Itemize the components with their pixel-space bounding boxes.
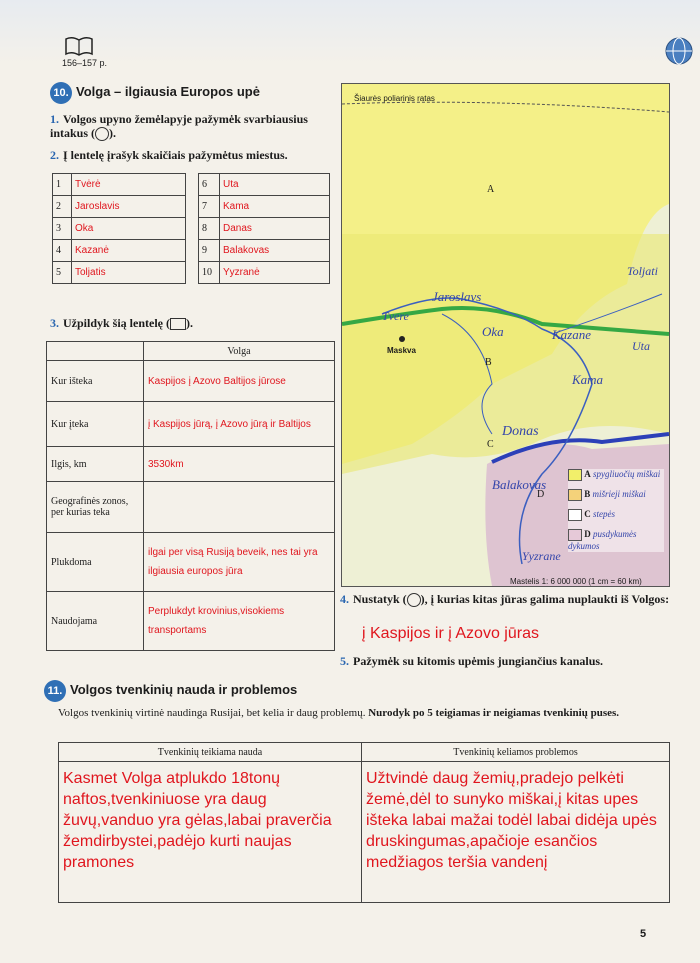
table-row — [199, 196, 330, 218]
map-scale: Mastelis 1: 6 000 000 (1 cm = 60 km) — [510, 577, 642, 586]
city-answer: Jaroslavis — [72, 196, 186, 218]
row-label: Ilgis, km — [47, 447, 144, 482]
section-11-heading — [44, 680, 297, 702]
table-header-row — [59, 743, 670, 762]
table-row — [199, 262, 330, 284]
row-answer: 3530km — [144, 447, 335, 482]
table-row — [47, 361, 335, 402]
table-row — [53, 262, 186, 284]
city-answer: Balakovas — [220, 240, 330, 262]
legend-swatch — [568, 529, 582, 541]
table-row — [47, 482, 335, 533]
task-3-text: Užpildyk šią lentelę ( — [63, 316, 170, 330]
task-4-number: 4. — [340, 592, 349, 606]
city-answer: Kazanė — [72, 240, 186, 262]
column-header: Tvenkinių teikiama nauda — [59, 743, 362, 762]
legend-text: pusdykumės dykumos — [568, 529, 637, 551]
page-number: 5 — [640, 928, 647, 940]
task-5-text: Pažymėk su kitomis upėmis jungiančius kanalus. — [353, 654, 604, 668]
table-row — [199, 174, 330, 196]
task-1-text-end: ). — [109, 126, 117, 140]
legend-item — [568, 489, 664, 501]
row-number: 2 — [53, 196, 72, 218]
legend-key: C — [584, 509, 591, 520]
benefits-answer: Kasmet Volga atplukdo 18tonų naftos,tvenkiniuose yra daug žuvų,vanduo yra gėlas,labai praverčia žemdirbystei,padėjo kurti naujas pramones — [59, 762, 362, 903]
table-row — [199, 218, 330, 240]
task-1-number: 1. — [50, 112, 59, 126]
legend-swatch — [568, 509, 582, 521]
legend-item — [568, 529, 664, 552]
globe-icon — [664, 36, 694, 71]
row-number: 4 — [53, 240, 72, 262]
task-1 — [50, 112, 335, 141]
legend-swatch — [568, 489, 582, 501]
city-answer: Oka — [72, 218, 186, 240]
polar-circle-label: Šiaurės poliarinis ratas — [354, 94, 435, 103]
section-11-title: Volgos tvenkinių nauda ir problemos — [70, 682, 298, 697]
map-handwritten-label: Toljati — [627, 264, 658, 278]
volga-table — [46, 341, 335, 651]
column-header: Tvenkinių keliamos problemos — [362, 743, 670, 762]
task-2-text: Į lentelę įrašyk skaičiais pažymėtus miestus. — [63, 148, 288, 162]
row-label: Kur išteka — [47, 361, 144, 402]
row-answer: ilgai per visą Rusiją beveik, nes tai yra ilgiausia europos jūra — [144, 533, 335, 592]
city-answer: Toljatis — [72, 262, 186, 284]
map-handwritten-label: Donas — [502, 424, 539, 439]
map-handwritten-label: Yyzrane — [522, 549, 561, 563]
table-row — [59, 762, 670, 903]
page-ref: 156–157 p. — [62, 58, 108, 68]
section-10-title: Volga – ilgiausia Europos upė — [76, 84, 260, 99]
legend-item — [568, 509, 664, 521]
task-2 — [50, 148, 288, 163]
row-answer — [144, 482, 335, 533]
task-1-text: Volgos upyno žemėlapyje pažymėk svarbiausius intakus ( — [50, 112, 308, 140]
task-4 — [340, 592, 670, 607]
legend-text: spygliuočių miškai — [593, 469, 661, 480]
table-header-row — [47, 342, 335, 361]
globe-small-icon — [407, 593, 421, 607]
task-4-text-mid: ), į kurias kitas jūras galima nuplaukti iš Volgos: — [420, 592, 670, 606]
city-answer: Tvėrė — [72, 174, 186, 196]
row-number: 1 — [53, 174, 72, 196]
row-number: 6 — [199, 174, 220, 196]
row-number: 7 — [199, 196, 220, 218]
cities-table-left — [52, 173, 186, 284]
task-3 — [50, 316, 193, 331]
legend-key: A — [584, 469, 591, 480]
zone-label: D — [537, 489, 545, 500]
row-answer: Kaspijos į Azovo Baltijos jūrose — [144, 361, 335, 402]
section-11-intro — [58, 706, 628, 720]
city-answer: Kama — [220, 196, 330, 218]
row-label: Plukdoma — [47, 533, 144, 592]
legend-key: B — [584, 489, 591, 500]
section-10-heading — [50, 82, 260, 104]
page-top-band — [0, 0, 700, 64]
problems-answer: Užtvindė daug žemių,pradejo pelkėti žemė,dėl to sunyko miškai,į kitas upes išteka labai mažai todėl labai didėja upės druskingumas,apačioje esančios medžiagos teršia vandenį — [362, 762, 670, 903]
row-number: 8 — [199, 218, 220, 240]
row-label: Geografinės zonos, per kurias teka — [47, 482, 144, 533]
row-number: 3 — [53, 218, 72, 240]
book-small-icon — [170, 318, 186, 330]
row-label: Naudojama — [47, 592, 144, 651]
table-row — [47, 592, 335, 651]
section-11-number: 11. — [44, 680, 66, 702]
city-answer: Danas — [220, 218, 330, 240]
legend-swatch — [568, 469, 582, 481]
map-handwritten-label: Kazane — [552, 327, 591, 342]
map-handwritten-label: Uta — [632, 339, 650, 353]
legend-text: stepės — [593, 509, 615, 520]
task-4-answer: į Kaspijos ir į Azovo jūras — [362, 625, 539, 642]
capital-label: Maskva — [387, 346, 416, 355]
table-row — [199, 240, 330, 262]
task-3-text-end: ). — [186, 316, 193, 330]
legend-text: mišrieji miškai — [592, 489, 646, 500]
legend-item — [568, 469, 664, 481]
intro-plain: Volgos tvenkinių virtinė naudinga Rusijai, bet kelia ir daug problemų. — [58, 707, 366, 719]
table-row — [47, 402, 335, 447]
map-handwritten-label: Kama — [572, 372, 604, 387]
task-5-number: 5. — [340, 654, 349, 668]
volga-basin-map — [341, 83, 670, 587]
task-4-text: Nustatyk ( — [353, 592, 407, 606]
volga-table-header: Volga — [144, 342, 335, 361]
row-answer: į Kaspijos jūrą, į Azovo jūrą ir Baltijos — [144, 402, 335, 447]
table-row — [53, 196, 186, 218]
section-10-number: 10. — [50, 82, 72, 104]
zone-label: A — [487, 184, 495, 195]
city-answer: Yyzranė — [220, 262, 330, 284]
map-handwritten-label: Oka — [482, 324, 504, 339]
row-label: Kur įteka — [47, 402, 144, 447]
table-row — [53, 240, 186, 262]
reservoirs-table — [58, 742, 670, 903]
map-handwritten-label: Balakovas — [492, 477, 547, 492]
row-number: 5 — [53, 262, 72, 284]
table-row — [53, 218, 186, 240]
map-handwritten-label: Jaroslavs — [432, 289, 482, 304]
map-legend — [568, 469, 664, 552]
cities-table-right — [198, 173, 330, 284]
task-5 — [340, 654, 603, 669]
table-row — [47, 447, 335, 482]
task-2-number: 2. — [50, 148, 59, 162]
zone-label: C — [487, 439, 494, 450]
intro-bold: Nurodyk po 5 teigiamas ir neigiamas tvenkinių puses. — [368, 707, 620, 719]
map-handwritten-label: Tvere — [382, 309, 409, 323]
table-row — [53, 174, 186, 196]
row-number: 9 — [199, 240, 220, 262]
zone-label: B — [485, 357, 492, 368]
task-3-number: 3. — [50, 316, 59, 330]
row-answer: Perplukdyt krovinius,visokiems transportams — [144, 592, 335, 651]
table-row — [47, 533, 335, 592]
row-number: 10 — [199, 262, 220, 284]
globe-small-icon — [95, 127, 109, 141]
legend-key: D — [584, 529, 591, 540]
city-answer: Uta — [220, 174, 330, 196]
